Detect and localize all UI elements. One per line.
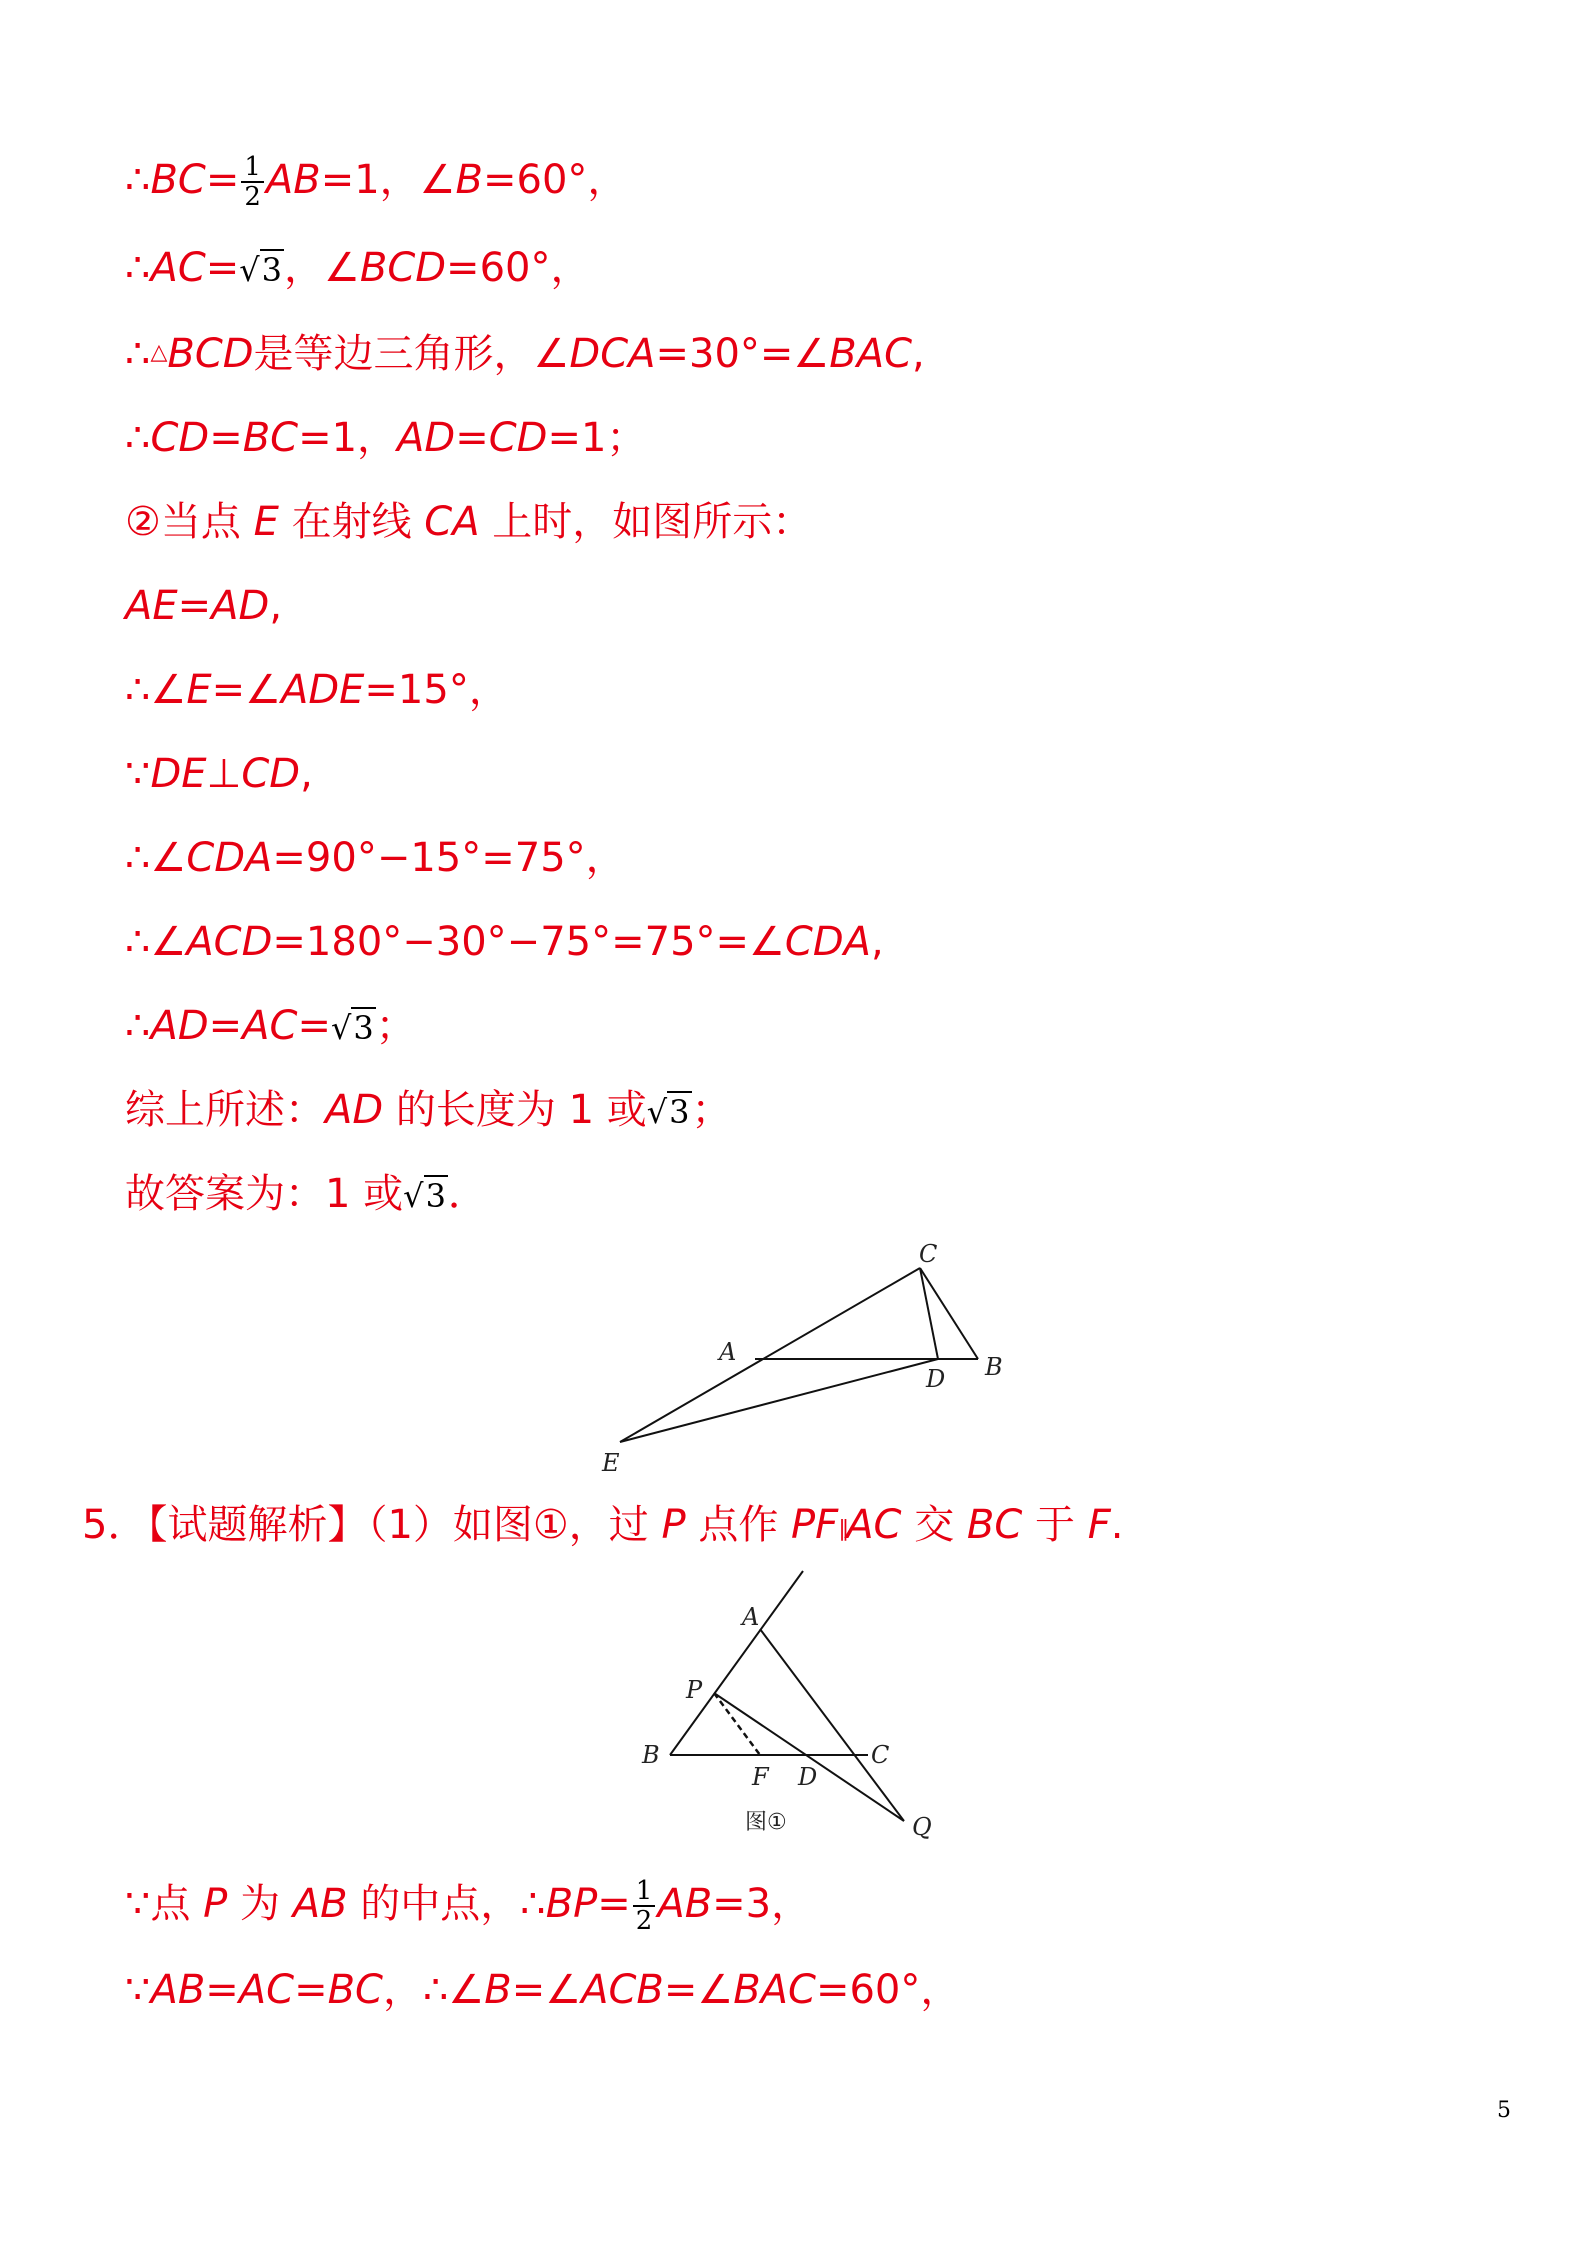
solution-line-13: 故答案为：1 或√3． [125,1171,488,1217]
label-d: D [926,1365,946,1393]
label-c: C [919,1240,938,1268]
label-b: B [985,1353,1003,1381]
solution-line-7: ∴∠E=∠ADE=15°， [125,667,509,713]
segment-de [620,1359,938,1442]
segment-pf-dashed [714,1693,760,1755]
sqrt-three: √3 [239,251,283,289]
solution-line-9: ∴∠CDA=90°−15°=75°， [125,835,626,881]
triangle-figure-2 [630,1565,950,1850]
problem-5-heading: 5．【试题解析】（1）如图①，过 P 点作 PF∥AC 交 BC 于 F. [82,1502,1124,1548]
label-b: B [642,1741,660,1769]
solution-line-4: ∴CD=BC=1，AD=CD=1； [125,415,647,461]
fraction-half: $\frac{1}{2}$ [633,1877,656,1935]
segment-aq [760,1629,904,1821]
label-f: F [752,1763,769,1791]
label-a: A [742,1603,760,1631]
solution-line-8: ∵DE⊥CD, [125,751,313,797]
label-q: Q [912,1813,932,1841]
triangle-figure-1 [580,1235,1020,1485]
solution-line-6: AE=AD, [125,583,283,629]
label-a: A [719,1338,737,1366]
sqrt-three: √3 [403,1177,446,1215]
label-p: P [686,1676,703,1704]
triangle-icon: △ [150,340,168,365]
solution-line-2: ∴AC=√3，∠BCD=60°， [125,245,591,291]
label-c: C [871,1741,890,1769]
segment-ce [620,1268,920,1442]
solution-line-10: ∴∠ACD=180°−30°−75°=75°=∠CDA, [125,919,884,965]
sqrt-three: √3 [330,1009,374,1047]
figure-caption: 图① [745,1810,787,1835]
solution-line-15: ∵AB=AC=BC，∴∠B=∠ACB=∠BAC=60°， [125,1967,961,2013]
solution-line-14: ∵点 P 为 AB 的中点，∴BP= $\frac{1}{2}$ AB=3， [125,1876,812,1936]
fraction-half: $\frac{1}{2}$ [241,153,264,211]
sqrt-three: √3 [646,1093,690,1131]
solution-line-11: ∴AD=AC=√3； [125,1003,416,1049]
segment-ba-extended [670,1571,803,1755]
label-d: D [798,1763,818,1791]
solution-line-5: ②当点 E 在射线 CA 上时，如图所示： [125,499,813,545]
solution-line-3: ∴△BCD是等边三角形，∠DCA=30°=∠BAC, [125,331,925,377]
solution-line-12: 综上所述：AD 的长度为 1 或√3； [125,1087,732,1133]
page-number: 5 [1497,2098,1511,2123]
label-e: E [602,1449,620,1477]
solution-line-1: ∴BC= $\frac{1}{2}$ AB=1，∠B=60°， [125,152,628,212]
